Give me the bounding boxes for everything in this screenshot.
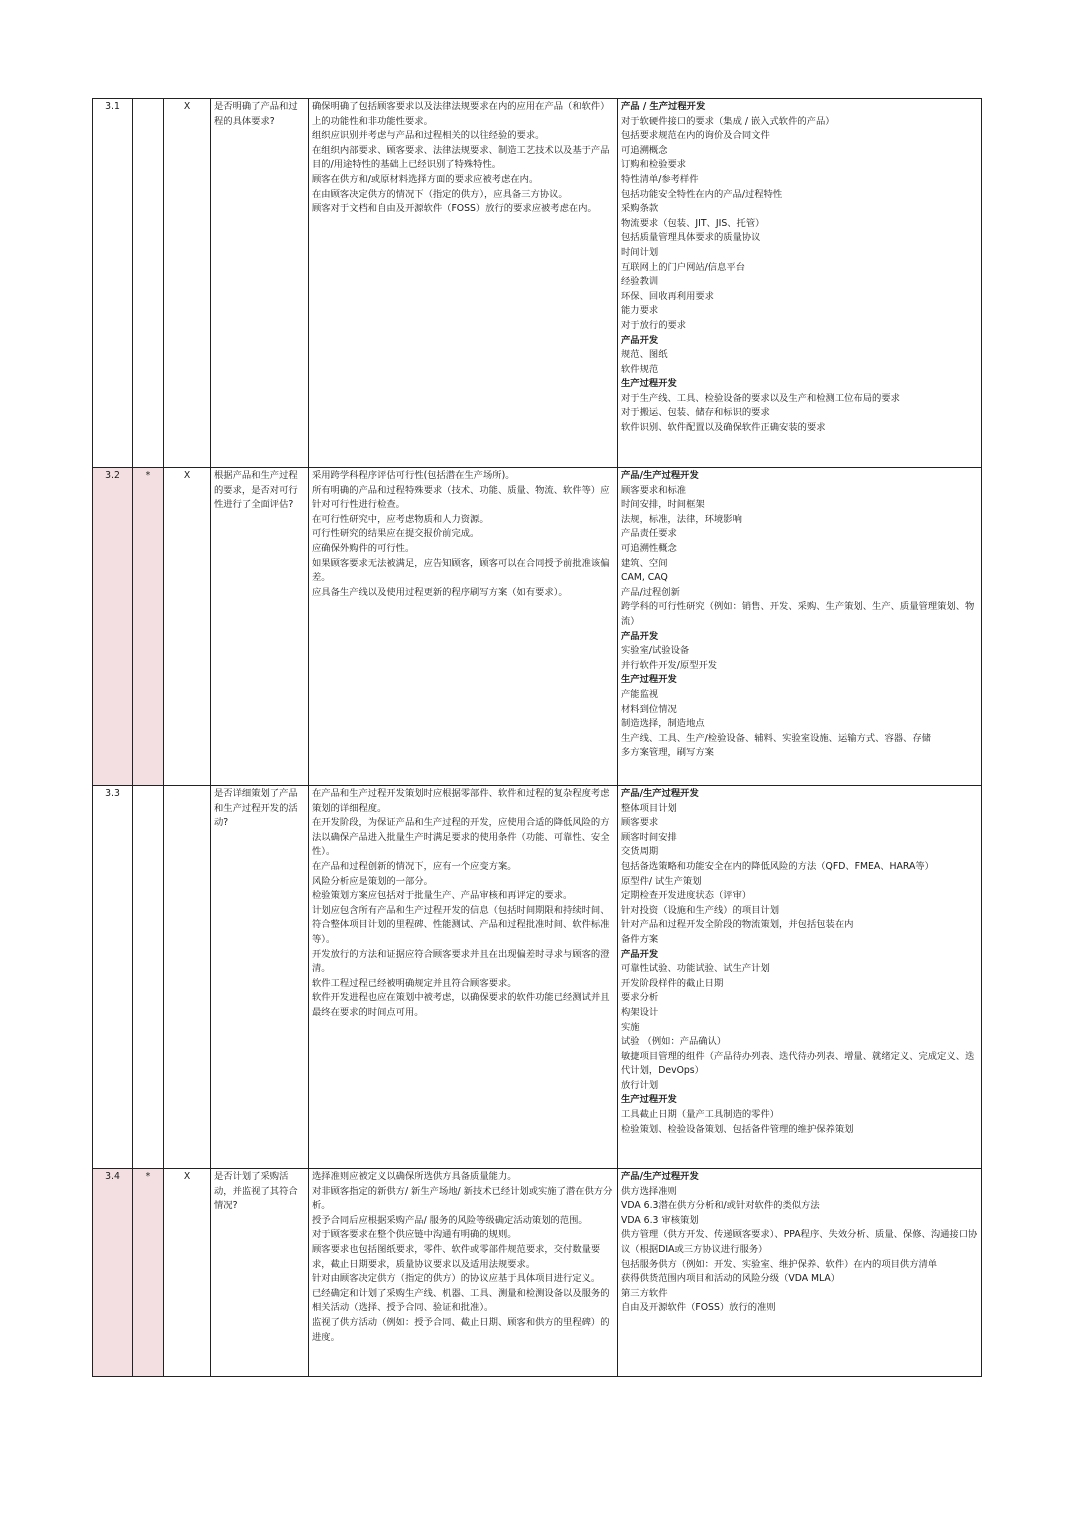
x-marker: X (164, 1169, 211, 1377)
requirement-line: 在可行性研究中，应考虑物质和人力资源。 (312, 513, 489, 525)
question-number: 3.4 (93, 1169, 133, 1377)
example-line: 多方案管理，刷写方案 (621, 747, 714, 759)
example-section-heading: 生产过程开发 (621, 1094, 677, 1106)
requirement-line: 在由顾客决定供方的情况下（指定的供方），应具备三方协议。 (312, 188, 568, 200)
example-line: 获得供货范围内项目和活动的风险分级（VDA MLA） (621, 1273, 841, 1285)
x-marker (164, 786, 211, 1169)
example-line: 供方选择准则 (621, 1185, 677, 1197)
example-section-heading: 产品 / 生产过程开发 (621, 101, 706, 112)
example-section-heading: 生产过程开发 (621, 378, 677, 390)
example-line: 供方管理（供方开发、传递顾客要求）、PPA程序、失效分析、质量、保修、沟通接口协议（根据DIA或三方协议进行服务） (621, 1229, 978, 1255)
example-line: VDA 6.3 审核策划 (621, 1214, 699, 1226)
example-line: 针对投资（设施和生产线）的项目计划 (621, 904, 780, 916)
requirement-line: 在组织内部要求、顾客要求、法律法规要求、制造工艺技术以及基于产品目的/用途特性的基础上已经识别了特殊特性。 (312, 144, 610, 171)
example-line: 放行计划 (621, 1079, 659, 1091)
example-line: 要求分析 (621, 992, 659, 1004)
example-line: 包括服务供方（例如：开发、实验室、维护保养、软件）在内的项目供方清单 (621, 1258, 938, 1270)
x-marker: X (164, 99, 211, 468)
requirements-cell (309, 1169, 618, 1377)
example-line: 对于搬运、包装、储存和标识的要求 (621, 407, 770, 419)
requirement-line: 开发放行的方法和证据应符合顾客要求并且在出现偏差时寻求与顾客的澄清。 (312, 948, 610, 975)
table-body (93, 99, 982, 1377)
example-line: 采购条款 (621, 203, 659, 215)
example-line: 包括备选策略和功能安全在内的降低风险的方法（QFD、FMEA、HARA等） (621, 860, 934, 872)
example-line: CAM, CAQ (621, 572, 668, 584)
example-line: 实施 (621, 1021, 640, 1033)
table-row (93, 468, 982, 786)
requirements-cell (309, 468, 618, 786)
requirement-line: 应具备生产线以及使用过程更新的程序刷写方案（如有要求）。 (312, 586, 568, 598)
example-line: 包括质量管理具体要求的质量协议 (621, 232, 761, 244)
requirement-line: 针对由顾客决定供方（指定的供方）的协议应基于具体项目进行定义。 (312, 1273, 601, 1285)
example-line: 产品责任要求 (621, 528, 677, 540)
requirement-line: 应确保外购件的可行性。 (312, 542, 415, 554)
question-text: 是否详细策划了产品和生产过程开发的活动? (211, 786, 309, 1169)
examples-cell (618, 1169, 982, 1377)
example-line: 跨学科的可行性研究（例如：销售、开发、采购、生产策划、生产、质量管理策划、物流） (621, 601, 975, 627)
example-line: 顾客要求和标准 (621, 484, 687, 496)
table-row (93, 1169, 982, 1377)
question-text: 是否明确了产品和过程的具体要求? (211, 99, 309, 468)
example-line: 包括功能安全特性在内的产品/过程特性 (621, 188, 783, 200)
example-section-heading: 产品/生产过程开发 (621, 1171, 699, 1182)
requirement-line: 如果顾客要求无法被满足，应告知顾客，顾客可以在合同授予前批准该偏差。 (312, 557, 610, 584)
example-line: 订购和检验要求 (621, 159, 687, 171)
examples-cell (618, 468, 982, 786)
example-section-heading: 生产过程开发 (621, 674, 677, 686)
example-line: 时间安排，时间框架 (621, 499, 705, 511)
requirement-line: 选择准则应被定义以确保所选供方具备质量能力。 (312, 1171, 517, 1182)
requirement-line: 软件工程过程已经被明确规定并且符合顾客要求。 (312, 977, 517, 989)
requirement-line: 所有明确的产品和过程特殊要求（技术、功能、质量、物流、软件等）应针对可行性进行检查。 (312, 484, 610, 511)
example-line: 交货周期 (621, 846, 659, 858)
example-line: 法规，标准，法律，环境影响 (621, 513, 742, 525)
example-line: 开发阶段样件的截止日期 (621, 977, 724, 989)
requirement-line: 可行性研究的结果应在提交报价前完成。 (312, 528, 480, 540)
requirement-line: 在产品和生产过程开发策划时应根据零部件、软件和过程的复杂程度考虑策划的详细程度。 (312, 788, 610, 814)
question-text: 根据产品和生产过程的要求，是否对可行性进行了全面评估? (211, 468, 309, 786)
example-line: 工具截止日期（量产工具制造的零件） (621, 1109, 780, 1121)
example-line: 产能监视 (621, 688, 659, 700)
example-line: 能力要求 (621, 305, 659, 317)
example-line: 构架设计 (621, 1006, 659, 1018)
example-line: 针对产品和过程开发全阶段的物流策划，并包括包装在内 (621, 919, 854, 931)
requirement-line: 在开发阶段，为保证产品和生产过程的开发，应使用合适的降低风险的方法以确保产品进入批量生产时满足要求的使用条件（功能、可靠性、安全性）。 (312, 817, 610, 858)
star-marker: * (133, 1169, 164, 1377)
requirement-line: 已经确定和计划了采购生产线、机器、工具、测量和检测设备以及服务的相关活动（选择、授予合同、验证和批准）。 (312, 1287, 610, 1314)
requirement-line: 对非顾客指定的新供方/ 新生产场地/ 新技术已经计划或实施了潜在供方分析。 (312, 1185, 613, 1212)
question-number: 3.2 (93, 468, 133, 786)
example-section-heading: 产品/生产过程开发 (621, 788, 699, 799)
requirements-cell (309, 786, 618, 1169)
example-line: 建筑、空间 (621, 557, 668, 569)
requirements-cell (309, 99, 618, 468)
examples-cell (618, 99, 982, 468)
example-line: 检验策划、检验设备策划、包括备件管理的维护保养策划 (621, 1123, 854, 1135)
requirement-line: 顾客在供方和/或原材料选择方面的要求应被考虑在内。 (312, 173, 539, 185)
example-line: 产品/过程创新 (621, 586, 680, 598)
example-line: 物流要求（包装、JIT、JIS、托管） (621, 217, 765, 229)
star-marker: * (133, 468, 164, 786)
example-section-heading: 产品开发 (621, 630, 659, 642)
requirement-line: 对于顾客要求在整个供应链中沟通有明确的规则。 (312, 1229, 517, 1241)
example-line: 软件规范 (621, 363, 659, 375)
example-line: 可追溯概念 (621, 144, 668, 156)
star-marker (133, 99, 164, 468)
table-row (93, 786, 982, 1169)
requirement-line: 软件开发进程也应在策划中被考虑，以确保要求的软件功能已经测试并且最终在要求的时间点可用。 (312, 992, 610, 1018)
example-line: 自由及开源软件（FOSS）放行的准则 (621, 1302, 776, 1314)
example-line: 对于放行的要求 (621, 319, 687, 331)
example-line: 包括要求规范在内的询价及合同文件 (621, 130, 770, 142)
example-line: 第三方软件 (621, 1287, 668, 1299)
example-section-heading: 产品开发 (621, 334, 659, 346)
example-line: 对于生产线、工具、检验设备的要求以及生产和检测工位布局的要求 (621, 392, 900, 404)
example-line: 软件识别、软件配置以及确保软件正确安装的要求 (621, 422, 826, 434)
requirement-line: 监视了供方活动（例如：授予合同、截止日期、顾客和供方的里程碑）的进度。 (312, 1316, 610, 1343)
example-line: 规范、图纸 (621, 349, 668, 361)
example-line: 试验 （例如：产品确认） (621, 1036, 727, 1048)
example-line: 互联网上的门户网站/信息平台 (621, 261, 745, 273)
audit-question-table (92, 98, 982, 1377)
question-number: 3.3 (93, 786, 133, 1169)
requirement-line: 确保明确了包括顾客要求以及法律法规要求在内的应用在产品（和软件）上的功能性和非功能性要求。 (312, 101, 610, 127)
example-line: 整体项目计划 (621, 802, 677, 814)
example-line: 环保、回收再利用要求 (621, 290, 714, 302)
example-line: 敏捷项目管理的组件（产品待办列表、迭代待办列表、增量、就绪定义、完成定义、迭代计划，DevOps） (621, 1050, 975, 1077)
example-line: 可靠性试验、功能试验、试生产计划 (621, 963, 770, 975)
example-line: 定期检查开发进度状态（评审） (621, 890, 752, 902)
example-section-heading: 产品开发 (621, 948, 659, 960)
requirement-line: 在产品和过程创新的情况下，应有一个应变方案。 (312, 860, 517, 872)
example-line: 顾客时间安排 (621, 831, 677, 843)
question-number: 3.1 (93, 99, 133, 468)
example-line: 备件方案 (621, 933, 659, 945)
requirement-line: 顾客要求也包括图纸要求，零件、软件或零部件规范要求，交付数量要求，截止日期要求，质量协议要求以及适用法规要求。 (312, 1243, 601, 1270)
table-row (93, 99, 982, 468)
example-line: 制造选择，制造地点 (621, 718, 705, 730)
example-line: 材料到位情况 (621, 703, 677, 715)
requirement-line: 计划应包含所有产品和生产过程开发的信息（包括时间期限和持续时间、符合整体项目计划的里程碑、性能测试、产品和过程批准时间、软件标准等）。 (312, 904, 610, 945)
question-text: 是否计划了采购活动，并监视了其符合情况? (211, 1169, 309, 1377)
example-section-heading: 产品/生产过程开发 (621, 470, 699, 481)
requirement-line: 授予合同后应根据采购产品/ 服务的风险等级确定活动策划的范围。 (312, 1214, 588, 1226)
example-line: 生产线、工具、生产/检验设备、辅料、实验室设施、运输方式、容器、存储 (621, 732, 931, 744)
example-line: 原型件/ 试生产策划 (621, 875, 702, 887)
example-line: VDA 6.3潜在供方分析和/或针对软件的类似方法 (621, 1200, 820, 1212)
example-line: 顾客要求 (621, 817, 659, 829)
star-marker (133, 786, 164, 1169)
requirement-line: 风险分析应是策划的一部分。 (312, 875, 433, 887)
examples-cell (618, 786, 982, 1169)
example-line: 可追溯性概念 (621, 542, 677, 554)
requirement-line: 采用跨学科程序评估可行性(包括潜在生产场所)。 (312, 470, 515, 481)
example-line: 实验室/试验设备 (621, 645, 690, 657)
x-marker: X (164, 468, 211, 786)
example-line: 经验教训 (621, 276, 659, 288)
example-line: 时间计划 (621, 246, 659, 258)
requirement-line: 组织应识别并考虑与产品和过程相关的以往经验的要求。 (312, 130, 545, 142)
requirement-line: 顾客对于文档和自由及开源软件（FOSS）放行的要求应被考虑在内。 (312, 203, 597, 215)
example-line: 并行软件开发/原型开发 (621, 659, 718, 671)
requirement-line: 检验策划方案应包括对于批量生产、产品审核和再评定的要求。 (312, 890, 573, 902)
example-line: 对于软硬件接口的要求（集成 / 嵌入式软件的产品） (621, 115, 835, 127)
example-line: 特性清单/参考样件 (621, 173, 699, 185)
